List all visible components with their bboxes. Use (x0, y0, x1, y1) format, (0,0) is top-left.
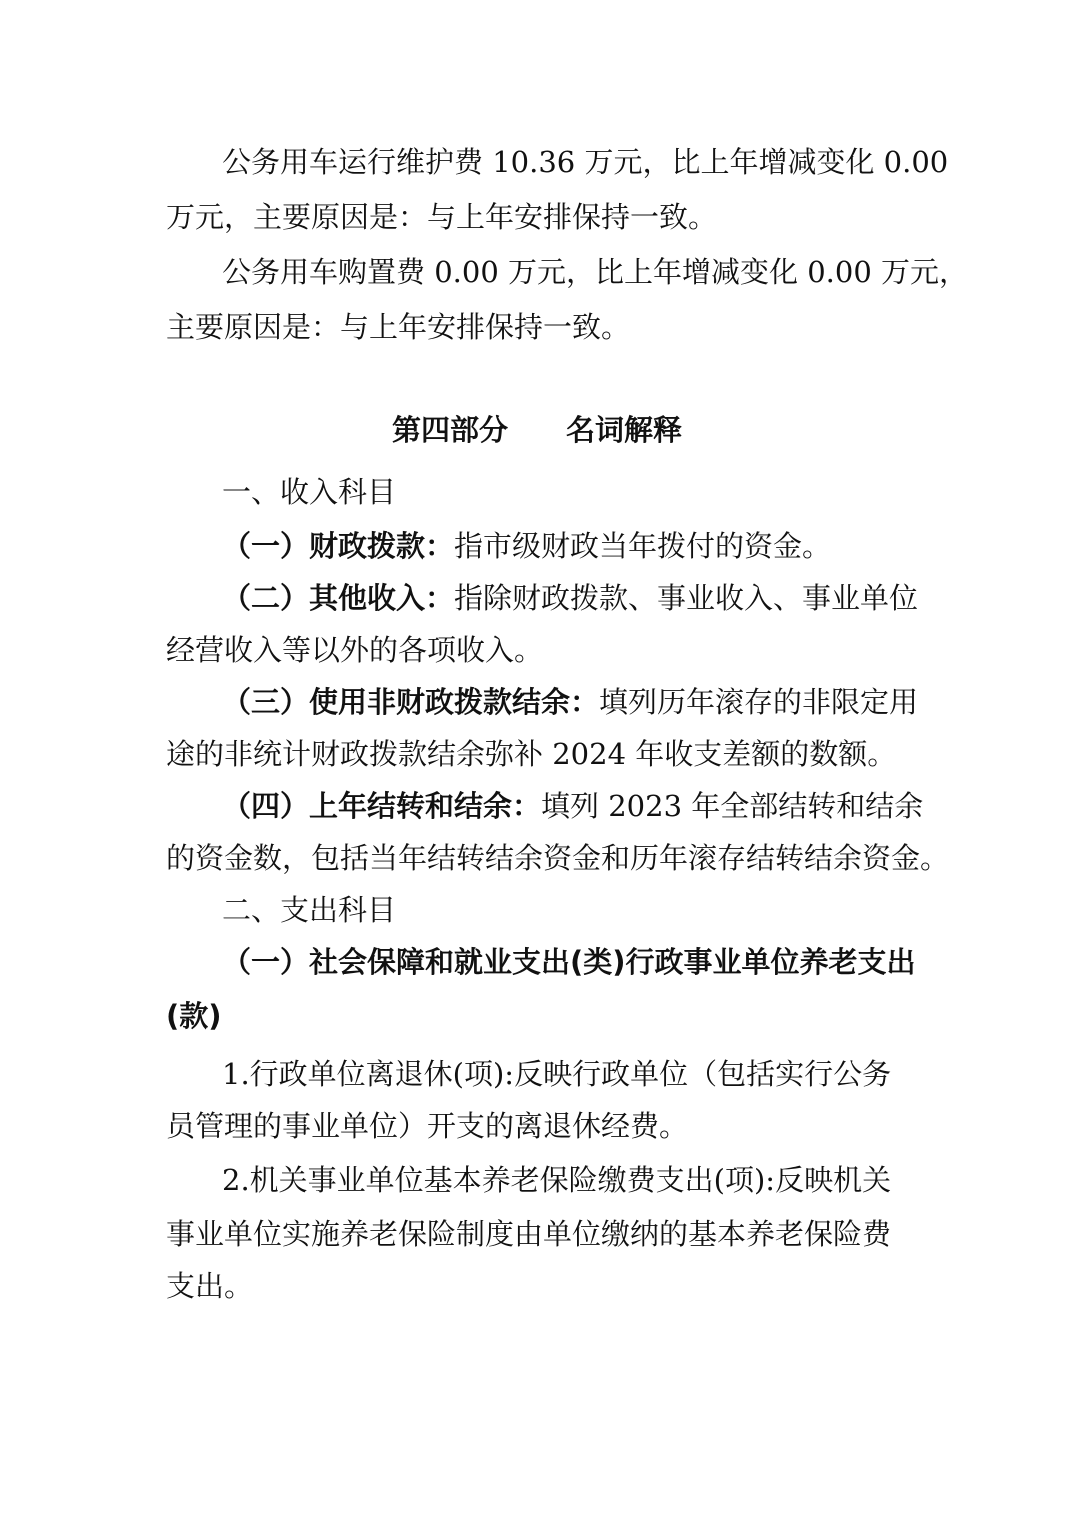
expense-item-2-line3: 支出。 (166, 1269, 254, 1303)
para-vehicle-maintenance-line2: 万元，主要原因是：与上年安排保持一致。 (166, 200, 718, 234)
expense-category-1-line2: (款) (166, 999, 222, 1033)
para-vehicle-purchase-line2: 主要原因是：与上年安排保持一致。 (166, 310, 631, 344)
expense-item-2-line1: 2.机关事业单位基本养老保险缴费支出(项):反映机关 (222, 1163, 892, 1197)
income-item-2 (222, 578, 982, 618)
expense-item-1-line2: 员管理的事业单位）开支的离退休经费。 (166, 1109, 689, 1143)
income-item-3-label: （三）使用非财政拨款结余： (222, 685, 600, 719)
income-item-1-text: 指市级财政当年拨付的资金。 (454, 529, 832, 563)
income-item-4-text: 填列 2023 年全部结转和结余 (541, 789, 924, 823)
expense-item-2-line2: 事业单位实施养老保险制度由单位缴纳的基本养老保险费 (166, 1217, 892, 1251)
income-item-1 (222, 526, 982, 566)
para-vehicle-maintenance-line1: 公务用车运行维护费 10.36 万元，比上年增减变化 0.00 (222, 145, 949, 179)
para-vehicle-purchase-line1: 公务用车购置费 0.00 万元，比上年增减变化 0.00 万元， (222, 255, 969, 289)
income-item-3 (222, 682, 982, 722)
income-item-2-cont: 经营收入等以外的各项收入。 (166, 633, 544, 667)
income-item-3-cont: 途的非统计财政拨款结余弥补 2024 年收支差额的数额。 (166, 737, 897, 771)
income-item-1-label: （一）财政拨款： (222, 529, 455, 563)
income-item-2-label: （二）其他收入： (222, 581, 455, 615)
income-item-4-cont: 的资金数，包括当年结转结余资金和历年滚存结转结余资金。 (166, 841, 950, 875)
section-title: 第四部分 名词解释 (391, 413, 682, 447)
income-item-4 (222, 786, 982, 826)
income-item-4-label: （四）上年结转和结余： (222, 789, 542, 823)
expense-category-1-line1: （一）社会保障和就业支出(类)行政事业单位养老支出 (222, 945, 916, 979)
income-heading: 一、收入科目 (222, 475, 397, 509)
expense-heading: 二、支出科目 (222, 893, 397, 927)
expense-item-1-line1: 1.行政单位离退休(项):反映行政单位（包括实行公务 (222, 1057, 892, 1091)
income-item-3-text: 填列历年滚存的非限定用 (599, 685, 919, 719)
income-item-2-text: 指除财政拨款、事业收入、事业单位 (454, 581, 919, 615)
